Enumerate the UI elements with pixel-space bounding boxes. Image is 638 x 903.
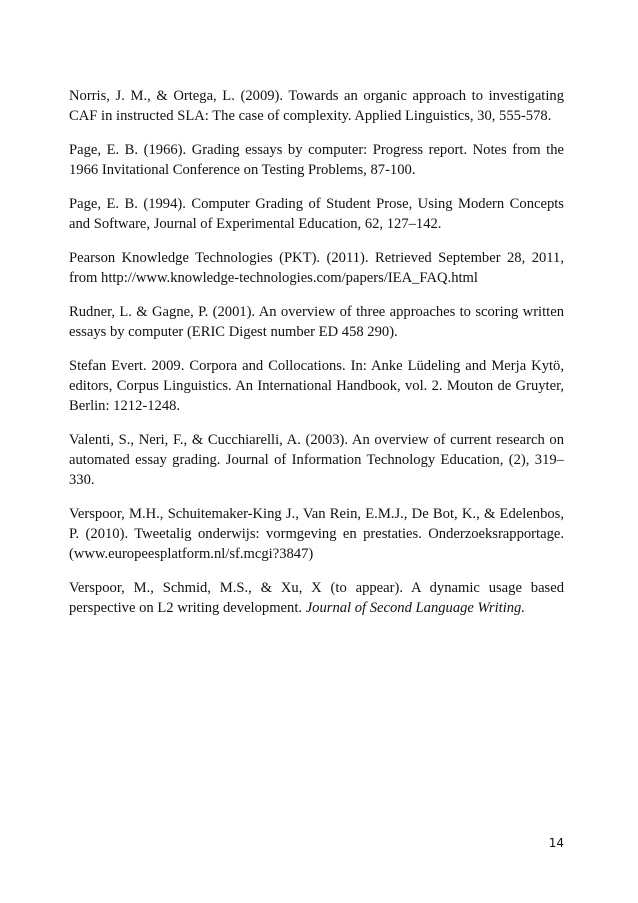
reference-text: Norris, J. M., & Ortega, L. (2009). Towards an organic approach to investigating CAF in instructed SLA: The case of complexity. Applied Linguistics, 30, 555-578. <box>69 88 564 124</box>
reference-text: Page, E. B. (1966). Grading essays by computer: Progress report. Notes from the 1966 Invitational Conference on Testing Problems, 87-100. <box>69 142 564 178</box>
reference-entry <box>69 248 564 288</box>
reference-text: Stefan Evert. 2009. Corpora and Collocations. In: Anke Lüdeling and Merja Kytö, editors, Corpus Linguistics. An International Handbook, vol. 2. Mouton de Gruyter, Berlin: 1212-1248. <box>69 358 564 414</box>
reference-text: Valenti, S., Neri, F., & Cucchiarelli, A. (2003). An overview of current research on automated essay grading. Journal of Information Technology Education, (2), 319–330. <box>69 432 564 488</box>
reference-text: Rudner, L. & Gagne, P. (2001). An overview of three approaches to scoring written essays by computer (ERIC Digest number ED 458 290). <box>69 304 564 340</box>
reference-entry <box>69 86 564 126</box>
reference-entry <box>69 578 564 618</box>
reference-text: Pearson Knowledge Technologies (PKT). (2011). Retrieved September 28, 2011, from http://www.knowledge-technologies.com/papers/IEA_FAQ.html <box>69 250 564 286</box>
reference-entry <box>69 302 564 342</box>
reference-entry <box>69 194 564 234</box>
reference-list <box>69 86 564 632</box>
reference-entry <box>69 140 564 180</box>
reference-text: Page, E. B. (1994). Computer Grading of Student Prose, Using Modern Concepts and Software, Journal of Experimental Education, 62, 127–142. <box>69 196 564 232</box>
reference-entry <box>69 430 564 490</box>
reference-text: Verspoor, M., Schmid, M.S., & Xu, X (to appear). A dynamic usage based perspective on L2 writing development. <box>69 580 564 616</box>
reference-entry <box>69 356 564 416</box>
page-number: 14 <box>548 836 564 850</box>
reference-entry <box>69 504 564 564</box>
reference-text: Verspoor, M.H., Schuitemaker-King J., Van Rein, E.M.J., De Bot, K., & Edelenbos, P. (2010). Tweetalig onderwijs: vormgeving en prestaties. Onderzoeksrapportage. (www.europeesplatform.nl/sf.mcgi?3847) <box>69 506 564 562</box>
reference-journal-title: Journal of Second Language Writing. <box>305 600 525 616</box>
